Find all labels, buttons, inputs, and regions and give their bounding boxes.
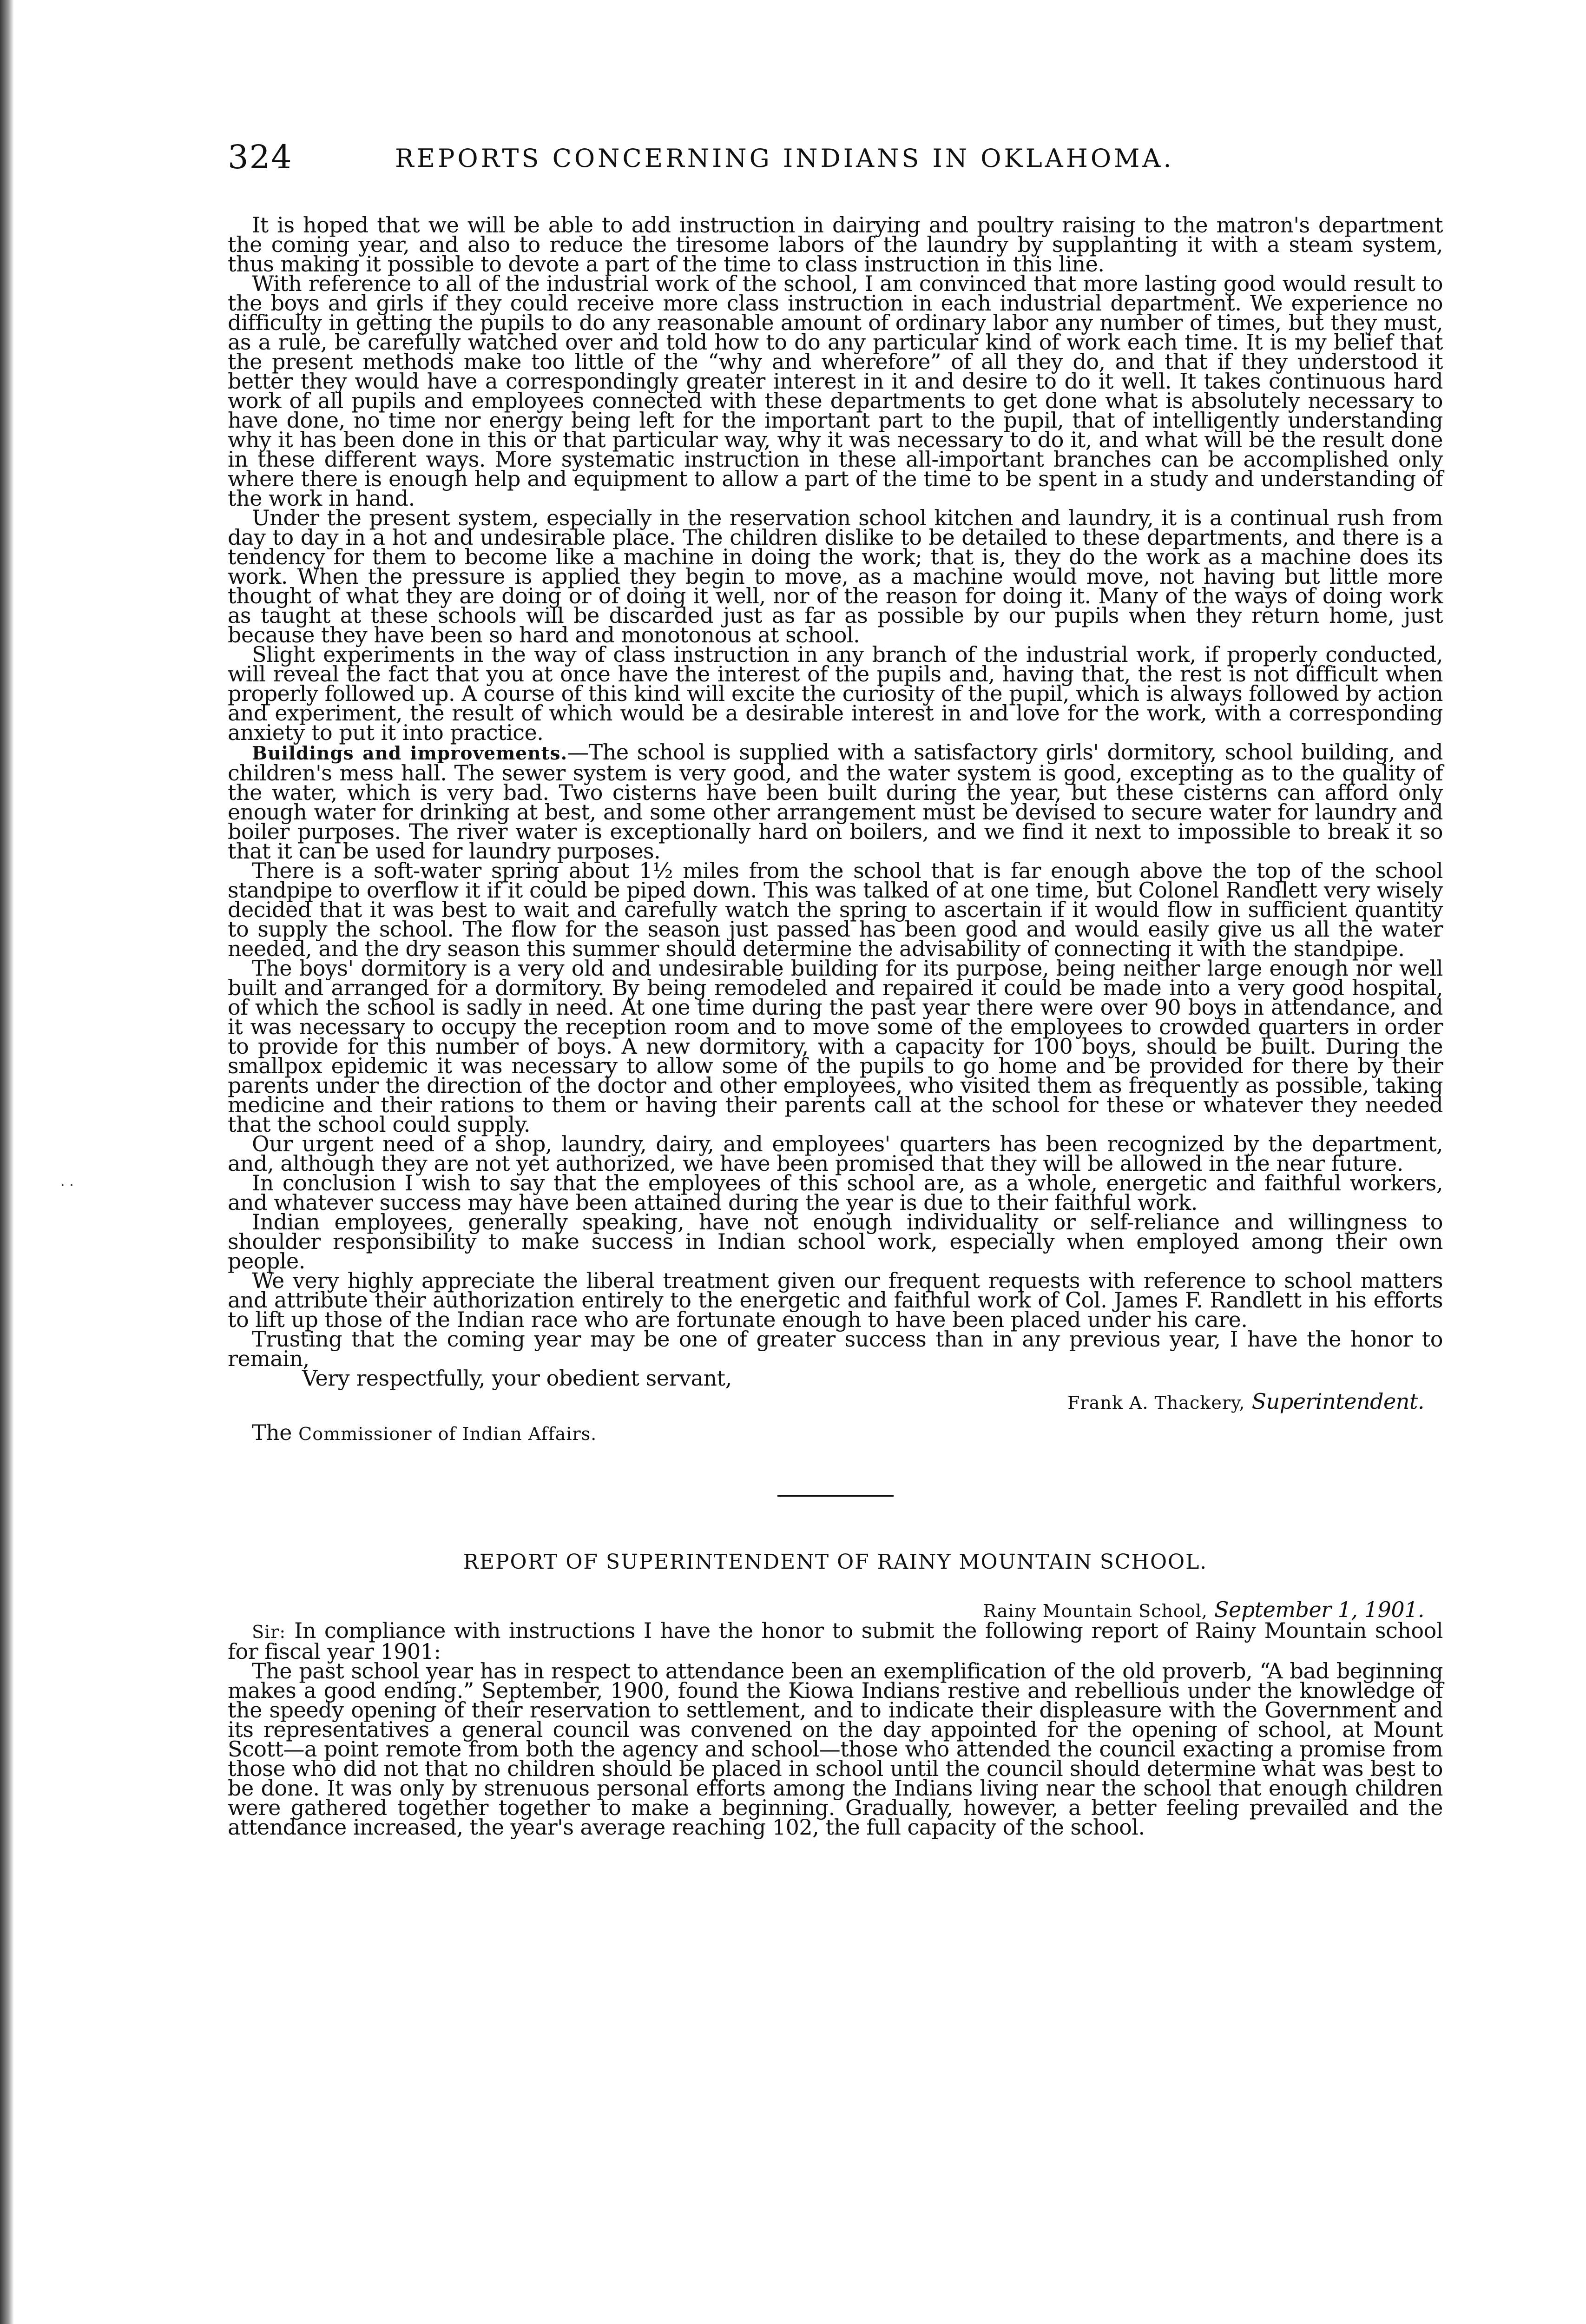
paragraph-dairying: It is hoped that we will be able to add instruction in dairying and poultry raising to the matron's department the coming year, and also to reduce the tiresome labors of the laundry by supplanting it with a steam system, thus making it possible to devote a part of the time to class instruction in this line. — [228, 212, 1443, 277]
paragraph-experiments: Slight experiments in the way of class instruction in any branch of the industrial work, if properly conducted, will reveal the fact that you at once have the interest of the pupils and, having that, the rest is not difficult when properly followed up. A course of this kind will excite the curiosity of the pupil, which is always followed by action and experiment, the result of which would be a desirable interest in and love for the work, with a corresponding anxiety to put it into practice. — [228, 642, 1443, 745]
report-title: REPORT OF SUPERINTENDENT OF RAINY MOUNTAIN SCHOOL. — [463, 1550, 1208, 1574]
paragraph-trusting: Trusting that the coming year may be one of greater success than in any previous year, I have the honor to remain, — [228, 1327, 1443, 1371]
signature — [228, 1389, 1443, 1414]
paragraph-industrial-work: With reference to all of the industrial work of the school, I am convinced that more lasting good would result to the boys and girls if they could receive more class instruction in each industrial department. We experience no difficulty in getting the pupils to do any reasonable amount of ordinary labor any number of times, but they must, as a rule, be carefully watched over and told how to do any particular kind of work each time. It is my belief that the present methods make too little of the “why and wherefore” of all they do, and that if they understood it better they would have a correspondingly greater interest in it and desire to do it well. It takes continuous hard work of all pupils and employees connected with these departments to get done what is absolutely necessary to have done, no time nor energy being left for the important part to the pupil, that of intelligently understanding why it has been done in this or that particular way, why it was necessary to do it, and what will be the result done in these different ways. More systematic instruction in these all-important branches can be accomplished only where there is enough help and equipment to allow a part of the time to be spent in a study and understanding of the work in hand. — [228, 271, 1443, 511]
scan-edge-left — [0, 0, 14, 2324]
closing: Very respectfully, your obedient servant, — [302, 1366, 732, 1391]
salutation — [228, 1618, 1443, 1664]
paragraph-spring: There is a soft-water spring about 1½ miles from the school that is far enough above the top of the school standpipe to overflow it if it could be piped down. This was talked of at one time, but Colonel Randlett very wisely decided that it was best to wait and carefully watch the spring to ascertain if it would flow in sufficient quantity to supply the school. The flow for the season just passed has been good and would easily give us all the water needed, and the dry season this summer should determine the advisability of connecting it with the standpipe. — [228, 858, 1443, 961]
section-divider — [777, 1495, 894, 1497]
addressee-prefix: The — [252, 1420, 292, 1445]
salutation-text: In compliance with instructions I have the honor to submit the following report of Rainy Mountain school for fiscal year 1901: — [228, 1618, 1443, 1664]
paragraph-attendance: The past school year has in respect to attendance been an exemplification of the old proverb, “A bad beginning makes a good ending.” September, 1900, found the Kiowa Indians restive and rebellious under the knowledge of the speedy opening of their reservation to settlement, and to indicate their displeasure with the Government and its representatives a general council was convened on the day appointed for the opening of school, at Mount Scott—a point remote from both the agency and school—those who attended the council exacting a promise from those who did not that no children should be placed in school until the council should determine what was best to be done. It was only by strenuous personal efforts among the Indians living near the school that enough children were gathered together together to make a beginning. Gradually, however, a better feeling prevailed and the attendance increased, the year's average reaching 102, the full capacity of the school. — [228, 1658, 1443, 1840]
stray-mark: . . — [60, 1173, 74, 1189]
addressee — [228, 1420, 1443, 1445]
paragraph-urgent-need: Our urgent need of a shop, laundry, dairy, and employees' quarters has been recognized by the department, and, although they are not yet authorized, we have been promised that they will be allowed in the near future. — [228, 1131, 1443, 1176]
paragraph-buildings — [228, 739, 1443, 864]
dateline-place: Rainy Mountain School, — [983, 1601, 1208, 1621]
buildings-text: —The school is supplied with a satisfactory girls' dormitory, school building, and children's mess hall. The sewer system is very good, and the water system is good, excepting as to the quality of the water, which is very bad. Two cisterns have been built during the year, but these cisterns can afford only enough water for drinking at best, and some other arrangement must be devised to secure water for laundry and boiler purposes. The river water is exceptionally hard on boilers, and we find it next to impossible to break it so that it can be used for laundry purposes. — [228, 739, 1443, 864]
salutation-lead: Sir: — [252, 1622, 286, 1642]
paragraph-present-system: Under the present system, especially in the reservation school kitchen and laundry, it is a continual rush from day to day in a hot and undesirable place. The children dislike to be detailed to these departments, and there is a tendency for them to become like a machine in doing the work; that is, they do the work as a machine does its work. When the pressure is applied they begin to move, as a machine would move, not having but little more thought of what they are doing or of doing it well, nor of the reason for doing it. Many of the ways of doing work as taught at these schools will be discarded just as far as possible by our pupils when they return home, just because they have been so hard and monotonous at school. — [228, 505, 1443, 647]
dateline-date: September 1, 1901. — [1214, 1597, 1424, 1622]
page-number: 324 — [228, 138, 293, 176]
paragraph-appreciation: We very highly appreciate the liberal treatment given our frequent requests with reference to school matters and attribute their authorization entirely to the energetic and faithful work of Col. James F. Randlett in his efforts to lift up those of the Indian race who are fortunate enough to have been placed under his care. — [228, 1268, 1443, 1332]
signature-title: Superintendent. — [1251, 1389, 1424, 1414]
paragraph-boys-dormitory: The boys' dormitory is a very old and undesirable building for its purpose, being neither large enough nor well built and arranged for a dormitory. By being remodeled and repaired it could be made into a very good hospital, of which the school is sadly in need. At one time during the past year there were over 90 boys in attendance, and it was necessary to occupy the reception room and to move some of the employees to crowded quarters in order to provide for this number of boys. A new dormitory, with a capacity for 100 boys, should be built. During the smallpox epidemic it was necessary to allow some of the pupils to go home and be provided for there by their parents under the direction of the doctor and other employees, who visited them as frequently as possible, taking medicine and their rations to them or having their parents call at the school for these or whatever they needed that the school could supply. — [228, 956, 1443, 1137]
running-head — [228, 139, 1362, 176]
paragraph-conclusion: In conclusion I wish to say that the employees of this school are, as a whole, energetic and faithful workers, and whatever success may have been attained during the year is due to their faithful work. — [228, 1170, 1443, 1215]
paragraph-indian-employees: Indian employees, generally speaking, have not enough individuality or self-reliance and willingness to shoulder responsibility to make success in Indian school work, especially when employed among their own people. — [228, 1209, 1443, 1274]
addressee-name: Commissioner of Indian Affairs. — [298, 1424, 597, 1444]
buildings-lead: Buildings and improvements. — [252, 743, 568, 764]
running-title: REPORTS CONCERNING INDIANS IN OKLAHOMA. — [395, 144, 1174, 173]
report-body — [228, 212, 1443, 1840]
signature-name: Frank A. Thackery, — [1067, 1393, 1245, 1413]
